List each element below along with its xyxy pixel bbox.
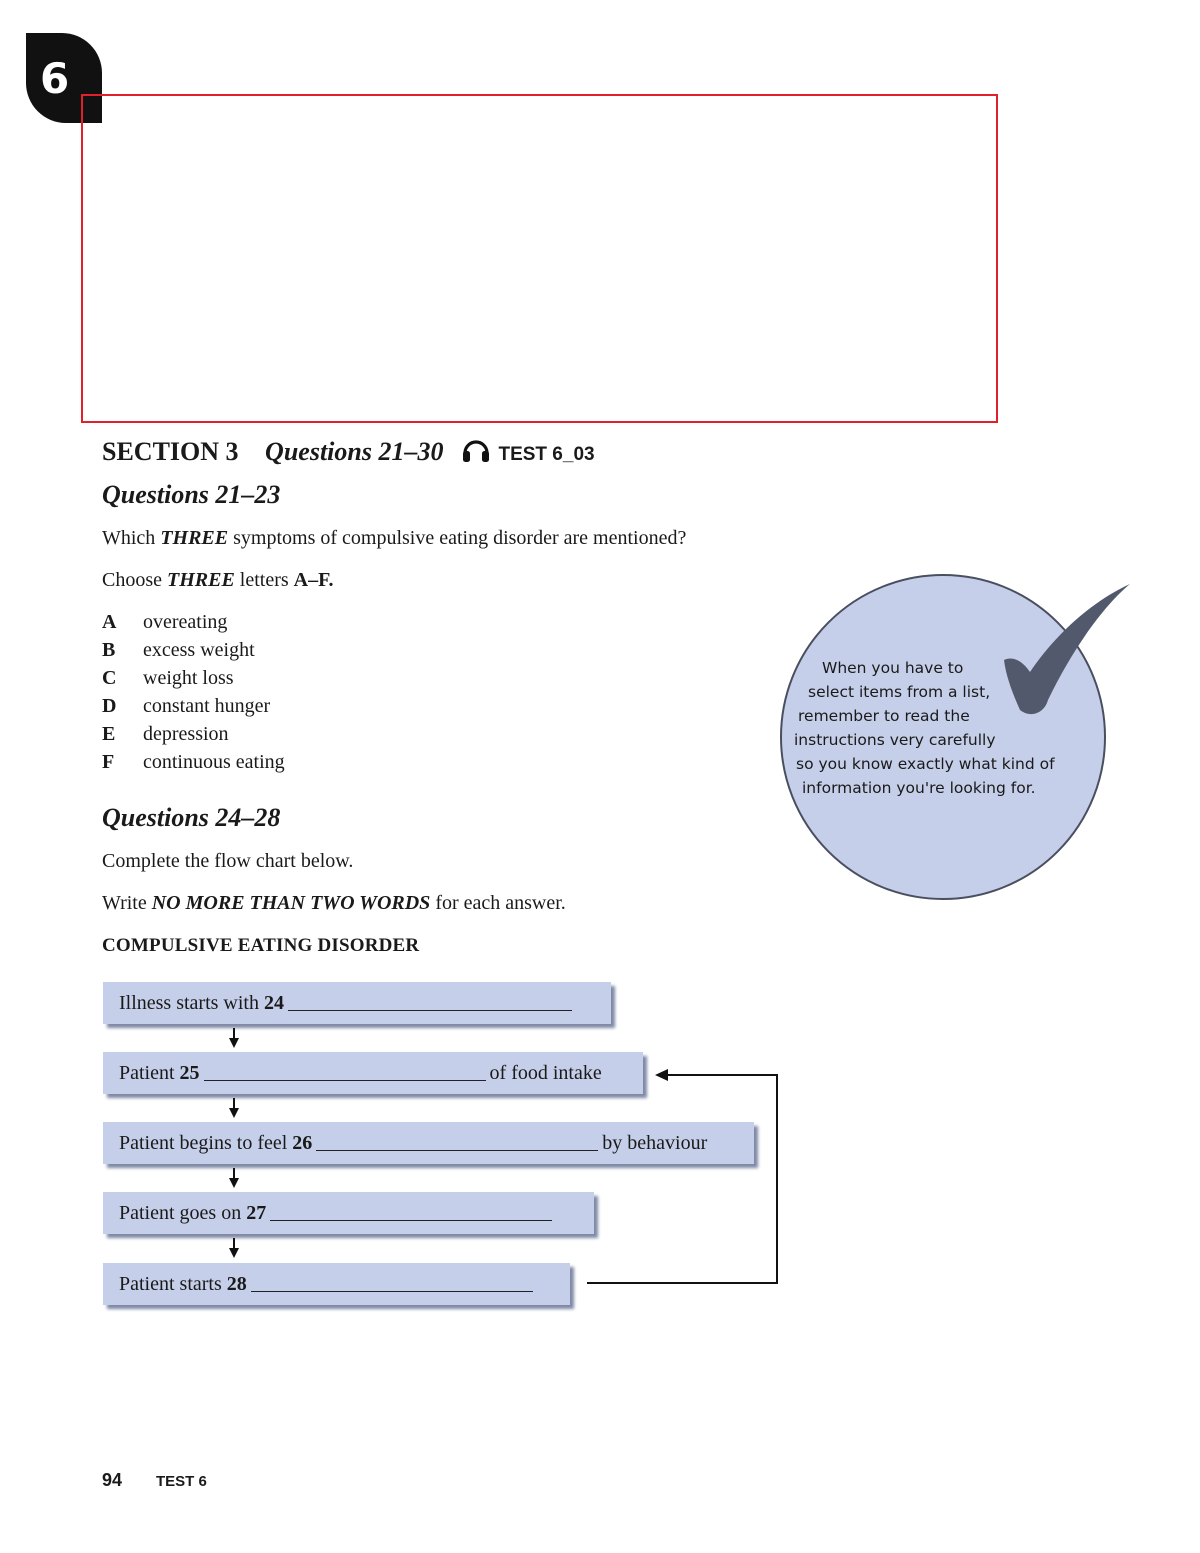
flow-step-24: Illness starts with 24: [103, 982, 611, 1024]
option-a: A overeating: [102, 611, 228, 633]
footer-label: TEST 6: [156, 1473, 207, 1490]
flow-step-26: Patient begins to feel 26 by behaviour: [103, 1122, 754, 1164]
tip-line: remember to read the: [798, 707, 970, 725]
flow-step-25: Patient 25 of food intake: [103, 1052, 643, 1094]
flow-step-27: Patient goes on 27: [103, 1192, 594, 1234]
loop-back-arrow-icon: [587, 1069, 777, 1283]
option-e: E depression: [102, 723, 229, 745]
questions-range: Questions 21–30: [265, 437, 444, 466]
q21-prompt: Which THREE symptoms of compulsive eating disorder are mentioned?: [102, 527, 687, 549]
q24-instruction-complete: Complete the flow chart below.: [102, 850, 354, 872]
option-f: F continuous eating: [102, 751, 285, 773]
chapter-number: 6: [40, 54, 70, 103]
page-number: 94: [102, 1470, 123, 1490]
tip-line: information you're looking for.: [802, 779, 1036, 797]
flow-chart-title: COMPULSIVE EATING DISORDER: [102, 935, 420, 956]
down-arrow-icon: [229, 1238, 239, 1258]
section-label: SECTION 3: [102, 437, 239, 466]
option-b: B excess weight: [102, 639, 255, 661]
down-arrow-icon: [229, 1098, 239, 1118]
questions-21-23-heading: Questions 21–23: [102, 480, 281, 509]
q21-choose-instruction: Choose THREE letters A–F.: [102, 569, 334, 591]
tip-line: When you have to: [822, 659, 964, 677]
q24-instruction-words: Write NO MORE THAN TWO WORDS for each answer.: [102, 892, 566, 914]
tip-line: select items from a list,: [808, 683, 991, 701]
questions-24-28-heading: Questions 24–28: [102, 803, 281, 832]
tip-line: so you know exactly what kind of: [796, 755, 1055, 773]
tip-line: instructions very carefully: [794, 731, 996, 749]
audio-track-label: TEST 6_03: [498, 444, 595, 465]
option-c: C weight loss: [102, 667, 234, 689]
down-arrow-icon: [229, 1168, 239, 1188]
option-d: D constant hunger: [102, 695, 271, 717]
tip-text: [788, 656, 1068, 800]
flow-step-28: Patient starts 28: [103, 1263, 570, 1305]
down-arrow-icon: [229, 1028, 239, 1048]
